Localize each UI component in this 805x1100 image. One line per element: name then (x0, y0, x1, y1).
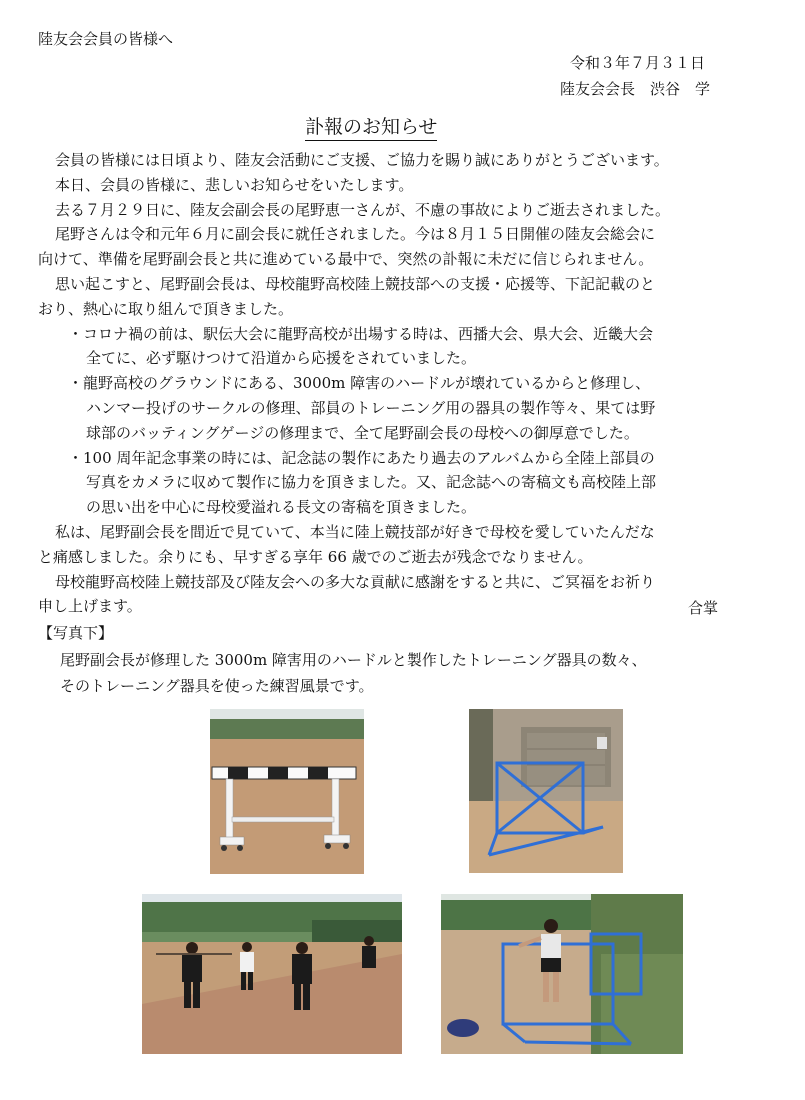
addressee: 陸友会会員の皆様へ (38, 30, 174, 48)
photo-frame-practice (441, 894, 683, 1054)
body-line: と痛感しました。余りにも、早すぎる享年 66 歳でのご逝去が残念でなりません。 (38, 547, 593, 566)
body-line: 尾野さんは令和元年６月に副会長に就任されました。今は８月１５日開催の陸友会総会に (55, 225, 656, 244)
bullet-line: 全てに、必ず駆けつけて沿道から応援をされていました。 (86, 349, 477, 368)
caption-line: 尾野副会長が修理した 3000m 障害用のハードルと製作したトレーニング器具の数々、 (60, 651, 647, 669)
photos-heading: 【写真下】 (38, 624, 114, 642)
photo-training-frame (469, 709, 623, 873)
letter-body (38, 148, 748, 619)
bullet-line: ・コロナ禍の前は、駅伝大会に龍野高校が出場する時は、西播大会、県大会、近畿大会 (68, 324, 654, 343)
bullet-line: ・100 周年記念事業の時には、記念誌の製作にあたり過去のアルバムから全陸上部員の (68, 448, 655, 467)
page-title: 訃報のお知らせ (305, 112, 437, 141)
body-line: 去る７月２９日に、陸友会副会長の尾野恵一さんが、不慮の事故によりご逝去されました。 (55, 200, 671, 219)
sender: 陸友会会長 渋谷 学 (560, 80, 711, 98)
body-line: 申し上げます。 (38, 597, 142, 616)
body-line: 向けて、準備を尾野副会長と共に進めている最中で、突然の訃報に未だに信じられません。 (38, 250, 654, 269)
bullet-line: 写真をカメラに収めて製作に協力を頂きました。又、記念誌への寄稿文も高校陸上部 (86, 473, 657, 492)
bullet-line: ・龍野高校のグラウンドにある、3000m 障害のハードルが壊れているからと修理し、 (68, 374, 651, 393)
photo-repaired-hurdle (210, 709, 364, 874)
photo-team-training (142, 894, 402, 1054)
body-line: 会員の皆様には日頃より、陸友会活動にご支援、ご協力を賜り誠にありがとうございます。 (55, 151, 669, 169)
body-line: 思い起こすと、尾野副会長は、母校龍野高校陸上競技部への支援・応援等、下記記載のと (55, 274, 656, 293)
body-line: おり、熱心に取り組んで頂きました。 (38, 299, 294, 318)
photos-caption (60, 647, 647, 699)
letter-date: 令和３年７月３１日 (570, 54, 706, 72)
body-line: 私は、尾野副会長を間近で見ていて、本当に陸上競技部が好きで母校を愛していたんだな (55, 522, 655, 541)
caption-line: そのトレーニング器具を使った練習風景です。 (60, 677, 374, 695)
body-line: 母校龍野高校陸上競技部及び陸友会への多大な貢献に感謝をすると共に、ご冥福をお祈り (55, 572, 656, 591)
body-line: 本日、会員の皆様に、悲しいお知らせをいたします。 (55, 175, 414, 194)
bullet-line: の思い出を中心に母校愛溢れる長文の寄稿を頂きました。 (86, 498, 477, 517)
closing: 合掌 (688, 599, 719, 617)
bullet-line: 球部のバッティングゲージの修理まで、全て尾野副会長の母校への御厚意でした。 (86, 423, 639, 442)
bullet-line: ハンマー投げのサークルの修理、部員のトレーニング用の器具の製作等々、果ては野 (86, 398, 656, 417)
